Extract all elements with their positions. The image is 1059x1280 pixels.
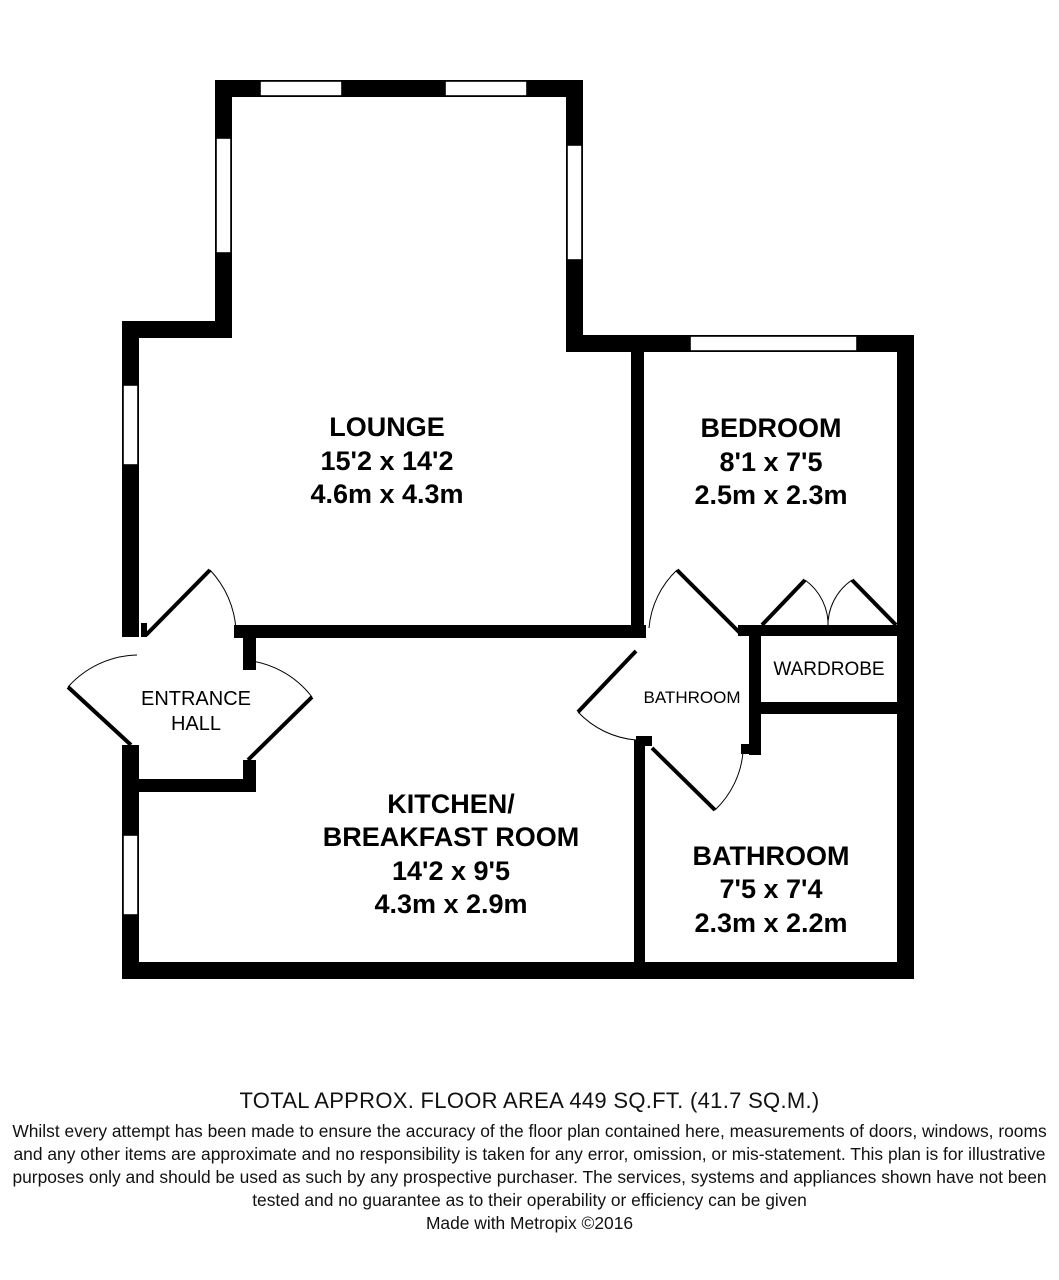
window-bedroom <box>690 336 857 351</box>
lounge-imperial: 15'2 x 14'2 <box>320 446 454 476</box>
entrance-hall-label <box>141 688 251 735</box>
lounge-name: LOUNGE <box>329 412 445 442</box>
disclaimer-text: Whilst every attempt has been made to ensure the accuracy of the floor plan contained here, measurements of doors, windows, rooms and any other items are approximate and no responsibility is taken for any error, omission, or mis-statement. This plan is for illustrative purposes only and should be used as such by any prospective purchaser. The services, systems and appliances shown have not been tested and no guarantee as to their operability or efficiency can be given <box>12 1121 1047 1210</box>
window-lounge-top-left <box>260 81 342 96</box>
window-lounge-right <box>567 145 582 260</box>
kitchen-name-line2: BREAKFAST ROOM <box>322 822 580 852</box>
bedroom-label <box>694 413 847 510</box>
kitchen-imperial: 14'2 x 9'5 <box>392 856 510 886</box>
bathroom-name: BATHROOM <box>692 841 850 871</box>
total-floor-area: TOTAL APPROX. FLOOR AREA 449 SQ.FT. (41.7 SQ.M.) <box>239 1088 820 1113</box>
bathroom-label <box>693 841 850 938</box>
window-lounge-left-lower <box>123 385 138 465</box>
window-lounge-top-right <box>445 81 527 96</box>
window-kitchen <box>123 835 138 915</box>
lounge-label <box>310 412 463 509</box>
kitchen-metric: 4.3m x 2.9m <box>374 889 528 919</box>
bedroom-name: BEDROOM <box>700 413 842 443</box>
bathroom-metric: 2.3m x 2.2m <box>694 908 848 938</box>
window-lounge-left-upper <box>216 138 231 253</box>
lounge-metric: 4.6m x 4.3m <box>310 479 464 509</box>
entrance-hall-line2: HALL <box>170 713 222 735</box>
kitchen-label <box>323 789 580 919</box>
bedroom-imperial: 8'1 x 7'5 <box>719 447 823 477</box>
kitchen-name-line1: KITCHEN/ <box>387 789 515 819</box>
entrance-hall-line1: ENTRANCE <box>140 688 252 710</box>
bedroom-metric: 2.5m x 2.3m <box>694 480 848 510</box>
bathroom-corridor-label: BATHROOM <box>643 688 741 707</box>
wardrobe-label: WARDROBE <box>773 659 885 680</box>
credit-text: Made with Metropix ©2016 <box>425 1213 634 1233</box>
bathroom-imperial: 7'5 x 7'4 <box>719 874 823 904</box>
footer <box>0 1088 1059 1234</box>
